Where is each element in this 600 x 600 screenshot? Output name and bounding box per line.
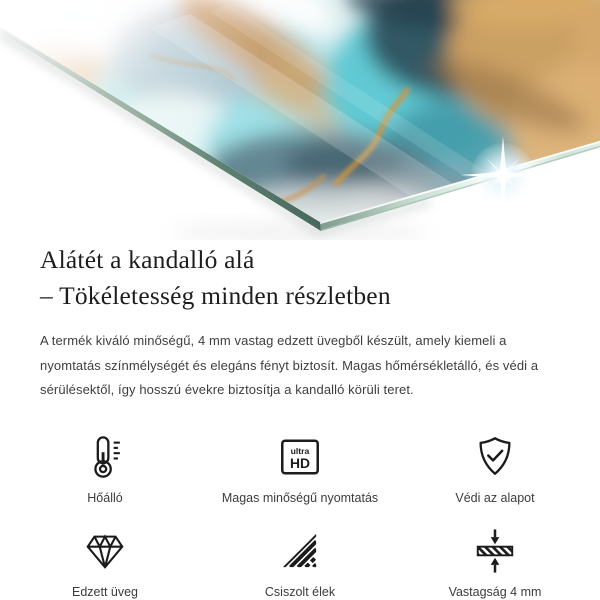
feature-grid [30, 434, 570, 600]
thickness-icon [472, 528, 518, 574]
ultra-hd-icon [277, 434, 323, 480]
feature-label: Edzett üveg [71, 584, 138, 599]
diamond-icon [82, 528, 128, 574]
feature-polished-edges [265, 528, 335, 600]
product-image [0, 0, 600, 240]
feature-label: Magas minőségű nyomtatás [221, 490, 379, 505]
product-description: A termék kiváló minőségű, 4 mm vastag edzett üvegből készült, amely kiemeli a nyomtatás színmélységét és elegáns fényt biztosít. Magas hőmérsékletálló, és védi a sérülésektől, így hosszú évekre biztosítja a kandalló körüli teret. [40, 333, 539, 397]
polished-edges-icon [277, 528, 323, 574]
feature-ultra-hd-print [222, 434, 378, 506]
shield-check-icon [472, 434, 518, 480]
feature-heat-resistant [82, 434, 128, 506]
feature-label: Védi az alapot [455, 490, 535, 505]
product-info-section [0, 242, 600, 600]
title-line-1: Alátét a kandalló alá [40, 245, 255, 274]
thermometer-icon [82, 434, 128, 480]
feature-tempered-glass [72, 528, 138, 600]
ultra-hd-badge-top: ultra [290, 445, 310, 456]
feature-label: Vastagság 4 mm [448, 584, 542, 599]
feature-label: Hőálló [87, 490, 123, 505]
feature-protects-base [455, 434, 534, 506]
feature-label: Csiszolt élek [264, 584, 336, 599]
page-title [40, 242, 560, 314]
ultra-hd-badge-bottom: HD [289, 454, 311, 471]
glass-panel-image [0, 0, 600, 240]
feature-thickness [449, 528, 542, 600]
title-line-2: – Tökéletesség minden részletben [40, 281, 391, 310]
